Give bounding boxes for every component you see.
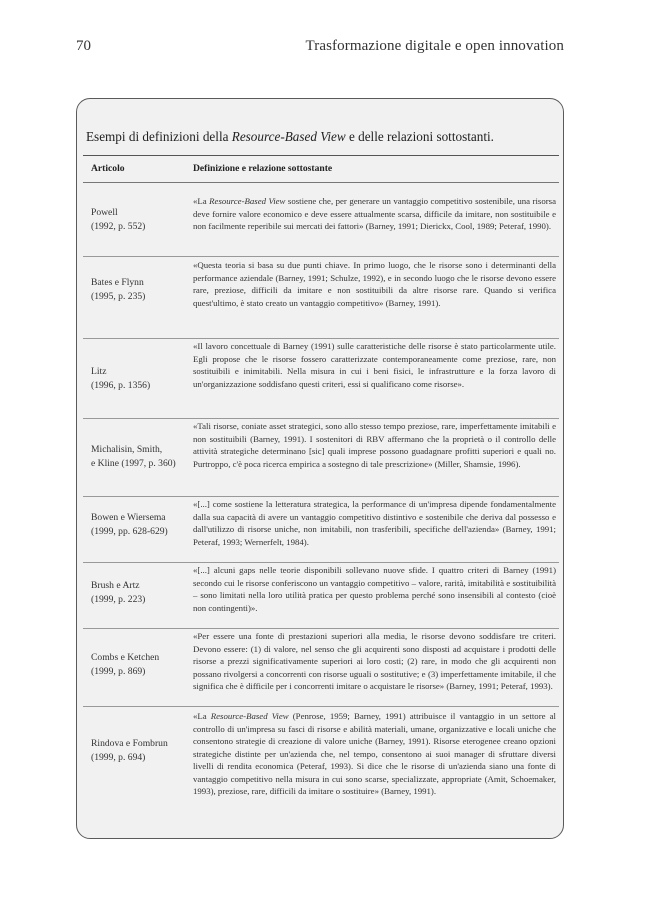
definition-text: «La	[193, 196, 210, 206]
article-cell	[91, 511, 191, 539]
definition-cell	[193, 498, 556, 548]
article-author: Michalisin, Smith,	[91, 444, 163, 455]
definition-text: «La	[193, 711, 211, 721]
column-header-definition: Definizione e relazione sottostante	[193, 163, 333, 174]
article-cell	[91, 206, 191, 234]
definition-cell	[193, 259, 556, 309]
table-top-rule	[83, 155, 559, 156]
article-cell	[91, 737, 191, 765]
definition-text: «Per essere una fonte di prestazioni superiori alla media, le risorse devono soddisfare tre criteri. Devono essere: (1) di valore, nel senso che gli acquirenti sono disposti ad acquistare i prodotti delle risorse a prezzi significativamente superiori ai loro costi; (2) rare, in modo che gli acquirenti non possano rivolgersi a concorrenti con risorse uguali o sostitutive; e (3) imperfettamente imitabile, il che significa che è difficile per i concorrenti imitare o acquistare le risorse» (Barney, 1991; Peteraf, 1993).	[193, 631, 556, 691]
article-year: (1999, p. 869)	[91, 666, 146, 677]
definition-cell	[193, 710, 556, 798]
table-row	[83, 563, 559, 629]
page-number: 70	[76, 38, 91, 54]
article-cell	[91, 276, 191, 304]
article-year: (1995, p. 235)	[91, 291, 146, 302]
definition-cell	[193, 420, 556, 470]
definition-text: «[...] alcuni gaps nelle teorie disponibili sollevano nuove sfide. I quattro criteri di Barney (1991) secondo cui le risorse conferiscono un vantaggio competitivo – valore, rarità, imitabilità e sostituibilità – sono limitati nella loro utilità pratica per questo problema perché sono insensibili al contesto (cioè non contingenti)».	[193, 565, 556, 613]
article-author: Powell	[91, 207, 118, 218]
definition-text: «[...] come sostiene la letteratura strategica, la performance di un'impresa dipende fondamentalmente dalla sua capacità di avere un vantaggio competitivo distintivo e sostenibile che deriva dal possesso e dall'utilizzo di risorse uniche, non imitabili, non trasferibili, specifiche dell'azienda» (Barney, 1991; Peteraf, 1993; Wernerfelt, 1984).	[193, 499, 556, 547]
article-cell	[91, 365, 191, 393]
article-year: (1992, p. 552)	[91, 221, 146, 232]
definition-text: «Questa teoria si basa su due punti chiave. In primo luogo, che le risorse sono i determinanti della performance aziendale (Barney, 1991; Schulze, 1992), e in secondo luogo che le risorse devono essere rare, preziose, difficili da imitare e non sostituibili da altre risorse rare. Quando si verifica quest'ultimo, è stato creato un vantaggio competitivo» (Barney, 1991).	[193, 260, 556, 308]
article-year: (1996, p. 1356)	[91, 380, 151, 391]
definition-italic: Resource-Based View	[210, 711, 289, 721]
article-cell	[91, 651, 191, 679]
article-year: (1999, pp. 628-629)	[91, 526, 168, 537]
table-box	[76, 98, 564, 839]
caption-prefix: Esempi di definizioni della	[86, 129, 232, 144]
table-row	[83, 339, 559, 419]
table-row	[83, 183, 559, 257]
definition-text: «Tali risorse, coniate asset strategici, sono allo stesso tempo preziose, rare, imperfettamente imitabili e non sostituibili (Barney, 1991). I sostenitori di RBV affermano che la proprietà o il controllo delle attività strategiche determinano [sic] quali imprese possono guadagnare profitti superiori e quali no. Purtroppo, c'è poca ricerca empirica a sostegno di tale prescrizione» (Miller, Shamsie, 1996).	[193, 421, 556, 469]
table-row	[83, 257, 559, 339]
table-row	[83, 419, 559, 497]
caption-suffix: e delle relazioni sottostanti.	[345, 129, 494, 144]
table-row	[83, 629, 559, 707]
definition-cell	[193, 564, 556, 614]
article-cell	[91, 443, 191, 471]
article-author: Bowen e Wiersema	[91, 512, 166, 523]
definition-text: (Penrose, 1959; Barney, 1991) attribuisce il vantaggio in un settore al controllo di un'impresa su fasci di risorse e abilità materiali, umane, organizzative e locali uniche che consentono strategie di creazione di valore uniche (Barney, 1991). Risorse eterogenee creano opzioni strategiche distinte per un'azienda che, nel tempo, consentono ai suoi manager di sfruttare diversi livelli di rendita economica (Peteraf, 1993). Si dice che le risorse di un'azienda siano una fonte di vantaggio competitivo nella misura in cui sono scarse, specializzate, appropriate (Amit, Schoemaker, 1993), preziose, rare, difficili da imitare o sostituire» (Barney, 1991).	[193, 711, 556, 796]
article-year: (1999, p. 694)	[91, 752, 146, 763]
article-author: Brush e Artz	[91, 580, 140, 591]
definition-italic: Resource-Based View	[209, 196, 286, 206]
table-caption	[86, 129, 556, 145]
table-row	[83, 707, 559, 819]
column-header-article: Articolo	[91, 163, 125, 174]
definition-text: «Il lavoro concettuale di Barney (1991) sulle caratteristiche delle risorse è stato particolarmente utile. Egli propose che le risorse fossero caratterizzate contemporaneamente come preziose, rare, non sostituibili e inimitabili. Nella misura in cui i beni fisici, le infrastrutture e la forza lavoro di un'organizzazione soddisfano questi criteri, essi si qualificano come risorse».	[193, 341, 556, 389]
definition-cell	[193, 630, 556, 693]
definition-cell	[193, 340, 556, 390]
article-author: Rindova e Fombrun	[91, 738, 168, 749]
article-year: (1999, p. 223)	[91, 594, 146, 605]
article-author: Bates e Flynn	[91, 277, 144, 288]
caption-italic: Resource-Based View	[231, 129, 346, 144]
running-head: Trasformazione digitale e open innovation	[305, 38, 564, 54]
article-cell	[91, 579, 191, 607]
article-author: Litz	[91, 366, 107, 377]
article-year: e Kline (1997, p. 360)	[91, 458, 176, 469]
article-author: Combs e Ketchen	[91, 652, 160, 663]
definition-cell	[193, 195, 556, 233]
definition-text: sostiene che, per generare un vantaggio competitivo sostenibile, una risorsa deve fornire valore economico e deve essere attualmente scarsa, difficile da imitare, non sostituibile e non facilmente reperibile sui mercati dei fattori» (Barney, 1991; Dierickx, Cool, 1989; Peteraf, 1990).	[193, 196, 557, 231]
table-row	[83, 497, 559, 563]
